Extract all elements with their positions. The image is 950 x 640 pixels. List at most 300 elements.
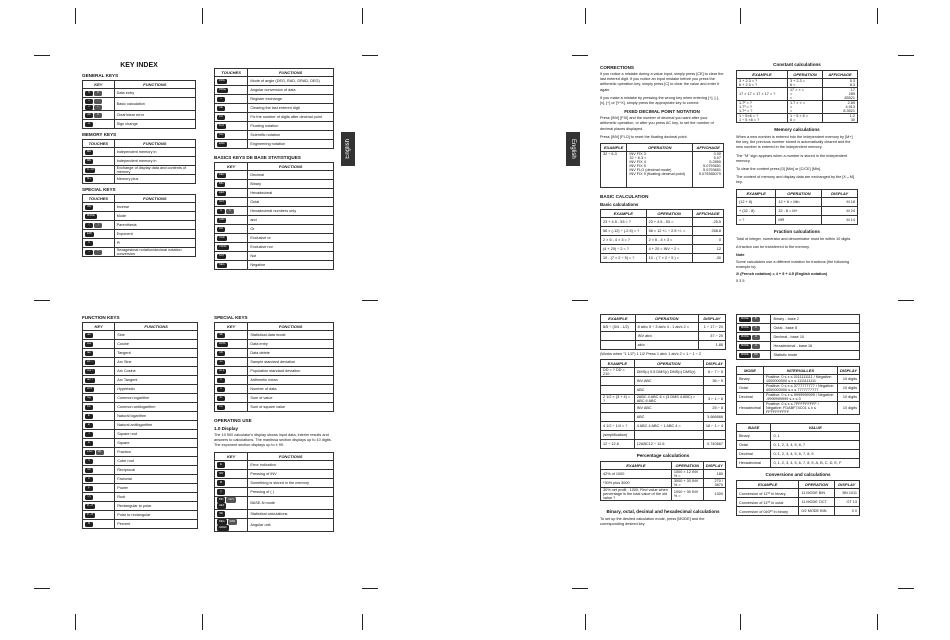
function-cell: Data delete [248, 349, 334, 358]
key-cell [215, 113, 248, 122]
calculator-key-icon: GRAD [219, 525, 227, 529]
cell-line: 6 = [789, 118, 796, 122]
cell-op: 11 MODE OCT [799, 498, 834, 507]
key-cell [215, 216, 248, 225]
page-fraction-examples [600, 314, 726, 530]
function-cell: Hexadecimal - base 16 [771, 342, 860, 351]
base-keys-heading: BASICS KEYS DE BASE STATISTIQUES [214, 155, 301, 160]
key-cell [737, 324, 771, 333]
function-cell: Statistic mode [771, 351, 860, 360]
cell-disp [823, 88, 858, 101]
key-cell [83, 403, 115, 412]
header-row [83, 323, 198, 331]
cell-disp: 18 ⌐ 1 ⌐ 4 [703, 422, 725, 431]
calculator-key-icon: σn-1 [219, 369, 225, 372]
cell-ex: Conversion of 11¹⁰ in binary [737, 489, 799, 498]
table-row [601, 227, 724, 236]
key-cell [215, 243, 248, 252]
cell-op: 4 + 20 = INV ÷ 2 = [646, 245, 692, 254]
table-row [83, 248, 196, 257]
key-cell [83, 475, 115, 484]
calculator-key-icon: x! [85, 477, 93, 483]
table-row [737, 450, 860, 459]
table-row [215, 207, 334, 216]
col-1: OPERATION [646, 210, 692, 218]
function-cell: Root [115, 493, 198, 502]
key-cell [83, 89, 115, 98]
page-title: KEY INDEX [120, 62, 158, 69]
function-cell: Mode [114, 212, 195, 221]
key-cell [215, 207, 248, 216]
key-cell [83, 331, 115, 340]
display-line: 5.0793651 [703, 164, 721, 169]
table-row [215, 385, 334, 394]
key-cell [215, 487, 248, 496]
table-row [215, 487, 334, 496]
col-1: OPERATION [799, 481, 834, 489]
table-row [215, 331, 334, 340]
cell-op: DMS(•) 0.5 DMS(•) DMS(•) DMS(•) [634, 368, 703, 377]
calculator-key-icon: BIN [219, 182, 224, 185]
table-row [601, 431, 726, 440]
cell-op: 3000 + 30 INV % = [671, 479, 703, 488]
cell-disp: -25.5 [692, 218, 723, 227]
function-cell: Pi [114, 239, 195, 248]
key-cell [83, 166, 115, 175]
cell-disp: 10 digits [837, 402, 859, 415]
table-row [601, 488, 726, 501]
table-row [83, 331, 198, 340]
calculator-key-icon: EXP [87, 232, 93, 235]
table-row [601, 479, 726, 488]
cell-line: 2.89 [847, 101, 855, 105]
table-row [737, 315, 860, 324]
key-cell [83, 340, 115, 349]
cell-ex: DD = ? DD = 210 [601, 368, 635, 377]
cell-disp: 12 [692, 245, 723, 254]
cell-intv: Positive: 0 ≤ x ≤ 0111111111 / Négative: 1000000000 ≤ x ≤ 1111111111 [763, 375, 837, 384]
table-row [83, 376, 198, 385]
table-row [601, 377, 726, 386]
function-cell: Mode of angle (DEG, RAD, GRAD, DEG) [248, 77, 334, 86]
table-row [215, 216, 334, 225]
key-cell [737, 342, 771, 351]
table-row [215, 403, 334, 412]
cell-line: 3 + 2.3 = [789, 79, 805, 83]
col-0: MODE [737, 367, 764, 375]
page-function-keys [82, 312, 198, 529]
calculator-key-icon: - [94, 99, 102, 105]
table-row [215, 460, 334, 469]
table-row [83, 349, 198, 358]
function-cell: Sample standard deviation [248, 358, 334, 367]
function-cell: Fraction [115, 448, 198, 457]
percentage-heading: Percentage calculations [636, 453, 690, 458]
fraction-heading: Fraction calculations [774, 228, 820, 234]
key-cell [215, 394, 248, 403]
col-functions: FONCTIONS [248, 452, 334, 460]
note-label: Note [736, 253, 745, 258]
cell-ex [601, 377, 635, 386]
cell-line: 1.7 × × = [789, 101, 806, 105]
cell-disp: 1 ⌐ 17 ⌐ 20 [698, 323, 725, 332]
function-cell: Floating notation [248, 122, 334, 131]
fraction-example-table [600, 314, 726, 350]
function-cell: Sine [115, 331, 198, 340]
cell-op [634, 431, 703, 440]
key-cell [83, 457, 115, 466]
calculator-key-icon: √ [85, 432, 93, 438]
col-2: DISPLAY [822, 189, 858, 197]
calculator-key-icon: HYP [87, 387, 93, 390]
function-cell: Hexadecimal numbers only [248, 207, 334, 216]
calculator-key-icon: M+ [85, 177, 93, 183]
table-row [83, 367, 198, 376]
calculator-key-icon: RAD [229, 519, 236, 523]
operation-line: INV FLO (decimal mode) [629, 168, 672, 173]
table-row [737, 79, 858, 88]
function-cell: Polar to rectangular [115, 511, 198, 520]
calculator-key-icon: ( ) [217, 489, 225, 495]
memory-bullet-4: The content of memory and display data are exchanged by the [X↔M] key. [736, 175, 854, 185]
function-keys-heading: FUNCTION KEYS [82, 315, 120, 320]
key-cell [215, 478, 248, 487]
cell-ex: 42% of 1000 [601, 470, 672, 479]
cell-line: 289 [848, 92, 855, 96]
function-cell: Natural antilogarithm [115, 421, 198, 430]
calculator-key-icon: OR [217, 227, 225, 233]
cell-line: = [789, 96, 793, 100]
table-row [737, 101, 858, 114]
calculator-key-icon: MR [87, 159, 92, 162]
col-0: EXAMPLE [737, 189, 776, 197]
key-cell [83, 221, 115, 230]
fixed-decimal-table [600, 143, 724, 188]
function-cell: Common logarithm [115, 394, 198, 403]
calculator-key-icon: M [217, 480, 225, 486]
cell-ex [601, 386, 635, 395]
cell-disp: 10 digits [837, 393, 859, 402]
key-cell [215, 86, 248, 95]
calculator-key-icon: 0 [85, 91, 93, 97]
basic-calc-heading: BASIC CALCULATION [600, 194, 649, 200]
operating-paragraph: The 10 500 calculator's display shows input data, interim results and answers to calculations. The mantissa section displays up to 10 digits. The exponent section displays up to ± 99. [214, 433, 332, 448]
display-line: 5.2850 [709, 160, 721, 165]
table-row [215, 234, 334, 243]
key-cell [83, 157, 115, 166]
cell-line: 1.7³ = ? [739, 105, 752, 109]
table-row [215, 122, 334, 131]
cell-disp: 268.8 [692, 227, 723, 236]
table-row [83, 98, 196, 111]
cell-line: 1 ÷ 5×6 = ? [739, 114, 759, 118]
cell-op: ABC [634, 386, 703, 395]
header-row [737, 71, 858, 79]
calculator-key-icon: ) [94, 223, 102, 229]
function-cell: Natural logarithm [115, 412, 198, 421]
table-row [601, 404, 726, 413]
table-row [215, 358, 334, 367]
cell-line: 6 = [789, 83, 796, 87]
table-row [737, 333, 860, 342]
calculator-key-icon: MODE [741, 317, 749, 320]
page-constant-calc [736, 62, 858, 284]
cell-ex: 10 - (7 × 2 ÷ 5) = ? [601, 254, 647, 263]
calculator-key-icon: BIN [219, 497, 224, 501]
table-row [215, 180, 334, 189]
cell-disp: 10 digits [837, 384, 859, 393]
function-cell: Inverse [114, 203, 195, 212]
cell-line: 17 × × = [789, 88, 804, 92]
general-keys-table [82, 80, 196, 129]
function-cell: Sexagesimal notation/decimal notation conversion [114, 248, 195, 257]
cell-disp: 1300 [703, 488, 725, 501]
key-cell [83, 230, 115, 239]
cell-ex: (4 + 20) ÷ 2 = ? [601, 245, 647, 254]
key-cell [215, 518, 248, 531]
cell-mode: Decimal [737, 393, 764, 402]
col-key: TOUCHES [215, 69, 248, 77]
special-keys-heading: SPECIAL KEYS [82, 187, 116, 192]
table-row [737, 114, 858, 123]
cell-line: = [789, 109, 793, 113]
cell-ex: 56 × (-12) ÷ (-2.5) = ? [601, 227, 647, 236]
table-row [601, 323, 726, 332]
base-cell: Hexadecimal [737, 459, 771, 468]
table-row [83, 403, 198, 412]
key-cell [215, 349, 248, 358]
key-cell [83, 430, 115, 439]
function-cell: Octal - base 8 [771, 324, 860, 333]
function-cell: Cosine [115, 340, 198, 349]
table-row [215, 469, 334, 478]
header-row [737, 481, 860, 489]
cell-ex [737, 88, 788, 101]
cell-mode: Octal [737, 384, 764, 393]
table-row [83, 203, 196, 212]
calculator-key-icon: x̄ [217, 378, 225, 384]
col-display: AFFICHAGE [693, 144, 724, 152]
table-row [83, 239, 196, 248]
key-cell [83, 439, 115, 448]
header-row [215, 163, 334, 171]
function-cell: Clear/clear error [114, 111, 195, 120]
table-row [215, 189, 334, 198]
page-key-index [82, 62, 196, 257]
function-cell: Number of data [248, 385, 334, 394]
cell-disp: M 14 [822, 215, 858, 224]
general-keys-heading: GENERAL KEYS [82, 73, 119, 78]
function-cell: Common antilogarithm [115, 403, 198, 412]
base-cell: Decimal [737, 450, 771, 459]
function-cell: Memory plus [114, 175, 195, 184]
cell-ex [601, 341, 636, 350]
col-functions: FUNCTIONS [248, 69, 334, 77]
function-cell: Not [248, 252, 334, 261]
col-2: DISPLAY [837, 367, 859, 375]
header-row [215, 452, 334, 460]
table-row [601, 440, 726, 449]
cell-op: INV ABC [634, 404, 703, 413]
calculator-key-icon: SD [217, 511, 225, 517]
cell-disp [703, 386, 725, 395]
table-row [737, 215, 858, 224]
table-row [83, 457, 198, 466]
operating-heading: OPERATING USE [214, 418, 252, 423]
key-cell [83, 248, 115, 257]
key-cell [83, 175, 115, 184]
function-cell: Octal [248, 198, 334, 207]
cell-op: ABC [634, 413, 703, 422]
key-cell [737, 333, 771, 342]
function-cell: Exchange of display data and contents of memory [114, 166, 195, 175]
table-row [737, 489, 860, 498]
conversions-table [736, 480, 860, 516]
function-cell: Data entry [248, 340, 334, 349]
cell-ex: 2 × 6 - 4 × 3 = ? [601, 236, 647, 245]
cell-disp: 180 [703, 470, 725, 479]
cell-disp [823, 114, 858, 123]
col-key: TOUCHES [83, 195, 115, 203]
cell-ex: + (32 - 8) [737, 206, 776, 215]
table-row [737, 459, 860, 468]
cell-ex: *30% plus 3000 [601, 479, 672, 488]
cell-disp: 36 ⌐ 5 [703, 377, 725, 386]
cell-disp [703, 431, 725, 440]
cell-ex: (12 + 6) [737, 197, 776, 206]
language-tab-left: English [341, 132, 355, 166]
cell-ex: 8/5 ÷ (3/4 - 1/2) [601, 323, 636, 332]
col-key: KEY [215, 452, 248, 460]
table-row [83, 439, 198, 448]
key-cell [83, 511, 115, 520]
calculator-key-icon: °'" [94, 250, 102, 256]
function-cell: Hyperbolic [115, 385, 198, 394]
binary-paragraph: To set up the desired calculation mode, press [MODE] and the corresponding desired key. [600, 517, 705, 527]
cell-line: 83521 [844, 96, 855, 100]
indicator-table [214, 452, 334, 532]
table-row [737, 441, 860, 450]
key-cell [215, 171, 248, 180]
calculator-key-icon: CD [217, 351, 225, 357]
calculator-key-icon: H [752, 344, 760, 350]
key-cell [215, 358, 248, 367]
cell-line: 30 [850, 118, 855, 122]
key-cell [83, 412, 115, 421]
col-0: EXAMPLE [601, 360, 635, 368]
dms-example-table [600, 359, 726, 449]
cell-op: 56 × 12 +/- ÷ 2.5 +/- = [646, 227, 692, 236]
cell-op: 4 ABC 4 ABC ÷ 1 ABC 4 = [634, 422, 703, 431]
memory-bullet-2: The "M" sign appears when a number is stored in the independent memory. [736, 153, 848, 163]
calculator-key-icon: OCT [219, 200, 225, 203]
function-keys-table [82, 322, 198, 529]
memory-bullet-1: When a new number is entered into the independent memory by [M+] the key, the previous number stored is automatically cleared and the new number is entered in the independent memory. [736, 135, 853, 150]
key-cell [215, 340, 248, 349]
table-row [737, 88, 858, 101]
cell-op: 2ABC 4 ABC 6 × (3 DMS 4 ABC) = ABC 6 ABC [634, 395, 703, 404]
cell-op [787, 101, 822, 114]
cell-disp: 270 / 3870 [703, 479, 725, 488]
col-key: KEY [83, 323, 115, 331]
table-row [83, 175, 196, 184]
table-row [601, 422, 726, 431]
table-row [737, 507, 860, 516]
calculator-key-icon: d/c [96, 450, 104, 456]
fraction-bullet-1: Total of integer, numerator and denominator must be within 10 digits. [736, 236, 852, 241]
key-cell [83, 520, 115, 529]
function-cell: Or [248, 225, 334, 234]
col-functions: FUNCTIONS [115, 323, 198, 331]
function-cell: Square root [115, 430, 198, 439]
key-cell [83, 367, 115, 376]
calculator-key-icon: DATA [219, 342, 226, 345]
key-cell [215, 131, 248, 140]
display-line: 5.0793651 [703, 168, 721, 173]
header-row [83, 140, 196, 148]
table-row [83, 148, 196, 157]
function-cell: Pressing of ( ) [248, 487, 334, 496]
cell-line: 17 [850, 88, 855, 92]
calculator-key-icon: cos [87, 342, 92, 345]
col-functions: FUNCTIONS [114, 140, 195, 148]
key-cell [215, 496, 248, 509]
calculator-key-icon: X↔M [87, 168, 94, 171]
table-row [737, 432, 860, 441]
function-cell: Hexadecimal [248, 189, 334, 198]
col-1: OPERATION [671, 462, 703, 470]
calculator-key-icon: log [85, 396, 93, 402]
calculator-key-icon: sin [85, 333, 93, 339]
function-cell: Error indication [248, 460, 334, 469]
key-cell [83, 148, 115, 157]
cell-line: 17 × 17 × 17 × 17 = ? [739, 92, 776, 96]
col-1: OPERATION [776, 189, 822, 197]
cell-disp: M 24 [822, 206, 858, 215]
calculator-key-icon: A [217, 209, 225, 215]
cell-op [787, 88, 822, 101]
table-row [215, 131, 334, 140]
note-line-3: 5 3 5 [736, 279, 745, 284]
table-row [83, 430, 198, 439]
table-row [83, 111, 196, 120]
function-cell: BASE-N mode [248, 496, 334, 509]
function-cell: Binary - base 2 [771, 315, 860, 324]
cell-op: 12 + 6 = Min [776, 197, 822, 206]
calculator-key-icon: R→P [87, 504, 94, 507]
value-cell: 0, 1, 2, 3, 4, 5, 6, 7, 8, 9 [771, 450, 860, 459]
col-2: DISPLAY [703, 360, 725, 368]
col-example: EXAMPLE [601, 144, 627, 152]
col-1: OPERATION [634, 360, 703, 368]
table-row [737, 197, 858, 206]
header-row [601, 210, 724, 218]
function-cell: and [248, 216, 334, 225]
key-cell [83, 111, 115, 120]
calculator-key-icon: DEG [219, 519, 225, 523]
calculator-key-icon: FLO [219, 124, 225, 127]
calculator-key-icon: NEG [219, 263, 225, 266]
calculator-key-icon: OCT [228, 497, 234, 501]
function-cell: Exclusive nor [248, 243, 334, 252]
function-cell: Data entry [114, 89, 195, 98]
operation-line: INV FIX 5 [629, 164, 646, 169]
key-cell [737, 351, 771, 360]
cell-op: ab/c [635, 341, 698, 350]
percentage-table [600, 461, 726, 501]
calculator-key-icon: MODE [741, 326, 749, 329]
key-cell [83, 448, 115, 457]
